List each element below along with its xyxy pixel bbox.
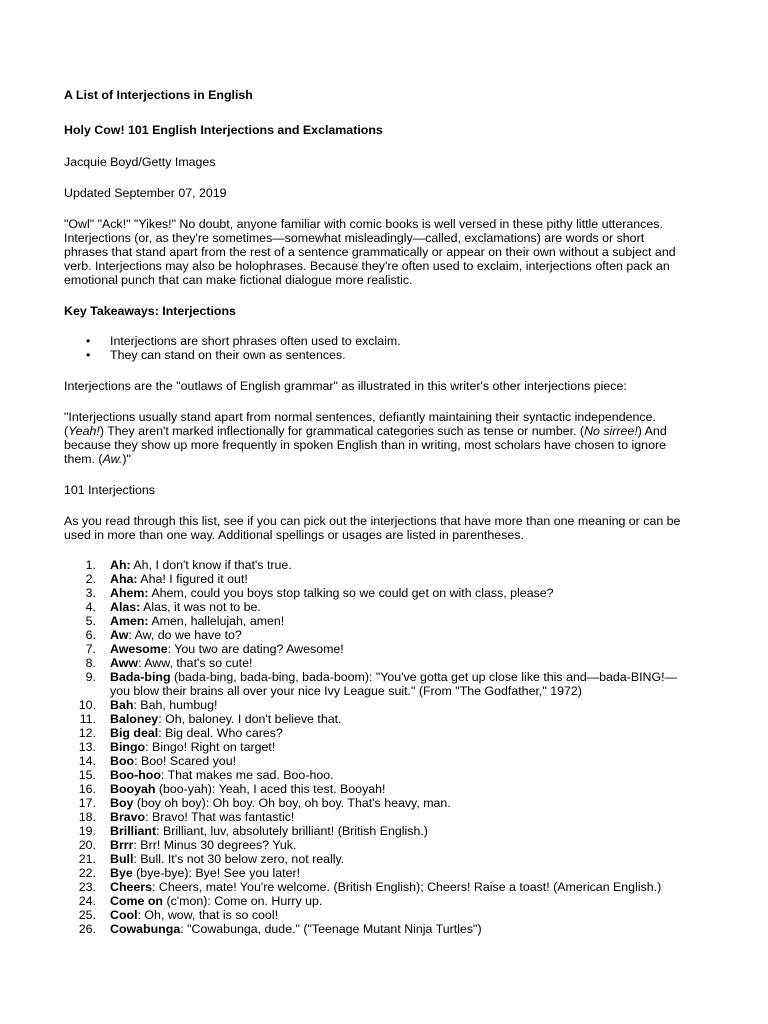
- interjection-term: Bada-bing: [110, 670, 171, 684]
- table-row: [64, 894, 688, 908]
- table-row: [64, 922, 688, 936]
- interjection-example: : Oh, wow, that is so cool!: [137, 908, 279, 922]
- item-number: 5.: [85, 614, 96, 628]
- item-number: 19.: [78, 824, 96, 838]
- item-number: 20.: [78, 838, 96, 852]
- item-number: 9.: [85, 670, 96, 684]
- table-row: [64, 740, 688, 754]
- interjection-term: Alas:: [110, 600, 141, 614]
- item-number: 1.: [85, 558, 96, 572]
- quote-text: ) And because they show up more frequently in spoken English than in writing, most scholars have chosen to ignore them. (: [64, 424, 667, 466]
- interjection-example: : Brilliant, luv, absolutely brilliant! (British English.): [156, 824, 428, 838]
- item-number: 13.: [78, 740, 96, 754]
- quote-text: )": [122, 452, 131, 466]
- interjection-term: Come on: [110, 894, 164, 908]
- interjection-term: Boo-hoo: [110, 768, 161, 782]
- interjection-term: Aha:: [110, 572, 138, 586]
- interjection-term: Baloney: [110, 712, 159, 726]
- interjection-term: Boy: [110, 796, 134, 810]
- table-row: [64, 852, 688, 866]
- interjection-term: Bingo: [110, 740, 146, 754]
- interjection-example: (bye-bye): Bye! See you later!: [132, 866, 301, 880]
- item-number: 21.: [78, 852, 96, 866]
- table-row: [64, 712, 688, 726]
- quote-emphasis: Aw.: [102, 452, 123, 466]
- table-row: [64, 796, 688, 810]
- table-row: [64, 670, 688, 698]
- interjection-example: (bada-bing, bada-bing, bada-boom): "You've gotta get up close like this and—bada-BING!—you blow their brains all over your nice Ivy League suit." (From "The Godfather," 1972): [110, 670, 677, 698]
- list-item: • They can stand on their own as sentences.: [64, 348, 688, 362]
- item-number: 24.: [78, 894, 96, 908]
- table-row: [64, 880, 688, 894]
- interjection-example: : Boo! Scared you!: [134, 754, 237, 768]
- interjection-example: : Aww, that's so cute!: [138, 656, 253, 670]
- item-number: 14.: [78, 754, 96, 768]
- item-number: 16.: [78, 782, 96, 796]
- outlaws-paragraph: Interjections are the "outlaws of English grammar" as illustrated in this writer's other interjections piece:: [64, 379, 627, 393]
- item-number: 18.: [78, 810, 96, 824]
- quote-emphasis: Yeah!: [68, 424, 100, 438]
- interjection-example: : Bull. It's not 30 below zero, not really.: [133, 852, 345, 866]
- table-row: [64, 558, 688, 572]
- quote-text: "Interjections usually stand apart from normal sentences, defiantly maintaining their syntactic independence. (: [64, 410, 656, 438]
- interjection-example: : Bravo! That was fantastic!: [145, 810, 295, 824]
- item-number: 7.: [85, 642, 96, 656]
- table-row: [64, 824, 688, 838]
- interjection-term: Big deal: [110, 726, 159, 740]
- key-takeaways-heading: Key Takeaways: Interjections: [64, 304, 236, 318]
- table-row: [64, 768, 688, 782]
- interjection-example: (boo-yah): Yeah, I aced this test. Booyah!: [155, 782, 386, 796]
- item-number: 10.: [78, 698, 96, 712]
- interjection-term: Boo: [110, 754, 135, 768]
- quote-paragraph: [64, 410, 688, 466]
- interjection-term: Booyah: [110, 782, 156, 796]
- table-row: [64, 810, 688, 824]
- interjection-example: Alas, it was not to be.: [140, 600, 261, 614]
- item-number: 3.: [85, 586, 96, 600]
- quote-emphasis: No sirree!: [584, 424, 638, 438]
- interjection-example: : Oh, baloney. I don't believe that.: [158, 712, 342, 726]
- interjection-term: Cowabunga: [110, 922, 181, 936]
- item-number: 25.: [78, 908, 96, 922]
- table-row: [64, 698, 688, 712]
- interjection-example: : That makes me sad. Boo-hoo.: [160, 768, 334, 782]
- list-intro-paragraph: As you read through this list, see if you can pick out the interjections that have more than one meaning or can be used in more than one way. Additional spellings or usages are listed in parentheses.: [64, 514, 681, 542]
- interjection-term: Ah:: [110, 558, 131, 572]
- interjection-example: Ah, I don't know if that's true.: [130, 558, 292, 572]
- interjection-example: : Aw, do we have to?: [128, 628, 242, 642]
- item-number: 15.: [78, 768, 96, 782]
- table-row: [64, 656, 688, 670]
- document-title: A List of Interjections in English: [64, 88, 253, 102]
- interjection-term: Amen:: [110, 614, 149, 628]
- table-row: [64, 866, 688, 880]
- item-number: 2.: [85, 572, 96, 586]
- interjection-term: Ahem:: [110, 586, 149, 600]
- table-row: [64, 908, 688, 922]
- item-number: 17.: [78, 796, 96, 810]
- table-row: [64, 726, 688, 740]
- updated-date: Updated September 07, 2019: [64, 186, 227, 200]
- interjection-term: Bye: [110, 866, 133, 880]
- item-number: 23.: [78, 880, 96, 894]
- interjection-term: Awesome: [110, 642, 168, 656]
- quote-text: ) They aren't marked inflectionally for grammatical categories such as tense or number. (: [99, 424, 585, 438]
- key-takeaways-list: [64, 334, 688, 362]
- table-row: [64, 754, 688, 768]
- table-row: [64, 572, 688, 586]
- table-row: [64, 628, 688, 642]
- interjection-example: : Big deal. Who cares?: [158, 726, 283, 740]
- interjection-example: (c'mon): Come on. Hurry up.: [163, 894, 323, 908]
- interjection-term: Bull: [110, 852, 134, 866]
- interjection-term: Aw: [110, 628, 129, 642]
- interjection-example: : Brr! Minus 30 degrees? Yuk.: [133, 838, 297, 852]
- table-row: [64, 600, 688, 614]
- interjection-term: Cool: [110, 908, 138, 922]
- item-number: 22.: [78, 866, 96, 880]
- article-subtitle: Holy Cow! 101 English Interjections and Exclamations: [64, 123, 383, 137]
- interjection-term: Aww: [110, 656, 138, 670]
- interjection-term: Brilliant: [110, 824, 157, 838]
- interjection-term: Cheers: [110, 880, 153, 894]
- item-number: 6.: [85, 628, 96, 642]
- interjection-example: : Cheers, mate! You're welcome. (British English); Cheers! Raise a toast! (American English.): [152, 880, 662, 894]
- item-number: 4.: [85, 600, 96, 614]
- interjection-example: : Bah, humbug!: [133, 698, 218, 712]
- interjections-list: [64, 558, 688, 936]
- image-credit: Jacquie Boyd/Getty Images: [64, 155, 216, 169]
- interjection-example: : You two are dating? Awesome!: [167, 642, 344, 656]
- interjection-example: Amen, hallelujah, amen!: [148, 614, 285, 628]
- interjection-example: Aha! I figured it out!: [137, 572, 248, 586]
- interjection-term: Brrr: [110, 838, 134, 852]
- interjection-example: Ahem, could you boys stop talking so we could get on with class, please?: [148, 586, 554, 600]
- table-row: [64, 642, 688, 656]
- item-number: 11.: [79, 712, 96, 726]
- table-row: [64, 614, 688, 628]
- table-row: [64, 586, 688, 600]
- interjection-term: Bravo: [110, 810, 146, 824]
- interjection-example: : Bingo! Right on target!: [145, 740, 276, 754]
- list-heading: 101 Interjections: [64, 483, 155, 497]
- list-item: • Interjections are short phrases often used to exclaim.: [64, 334, 688, 348]
- table-row: [64, 782, 688, 796]
- intro-paragraph: "Owl" "Ack!" "Yikes!" No doubt, anyone familiar with comic books is well versed in these pithy little utterances. Interjections (or, as they're sometimes—somewhat misleadingly—called, exclamations) are words or short phrases that stand apart from the rest of a sentence grammatically or appear on their own without a subject and verb. Interjections may also be holophrases. Because they're often used to exclaim, interjections often pack an emotional punch that can make fictional dialogue more realistic.: [64, 217, 676, 287]
- item-number: 8.: [85, 656, 96, 670]
- interjection-example: : "Cowabunga, dude." ("Teenage Mutant Ninja Turtles"): [180, 922, 482, 936]
- table-row: [64, 838, 688, 852]
- interjection-term: Bah: [110, 698, 134, 712]
- item-number: 26.: [78, 922, 96, 936]
- item-number: 12.: [78, 726, 96, 740]
- interjection-example: (boy oh boy): Oh boy. Oh boy, oh boy. That's heavy, man.: [133, 796, 451, 810]
